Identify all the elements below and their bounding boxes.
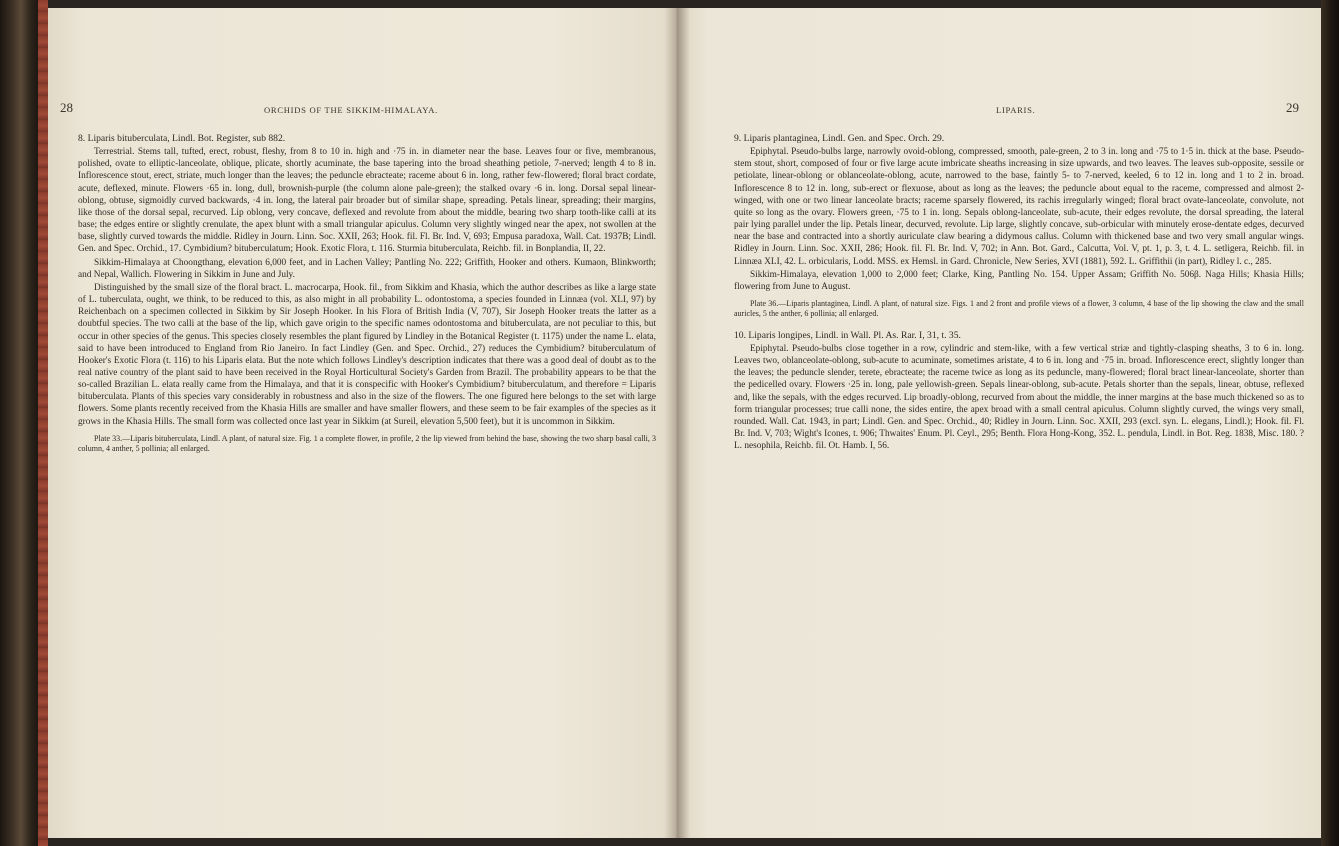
plate-caption-block (734, 299, 1304, 320)
description-paragraph: Terrestrial. Stems tall, tufted, erect, robust, fleshy, from 8 to 10 in. high and ·75 in. in diameter near the base. Leaves four or five, membranous, polished, ovate to elliptic-lanceolate, oblique, plicate, shortly acuminate, the base tapering into the broad sheathing petiole, 7-nerved; length 4 to 8 in. Inflorescence stout, erect, striate, much longer than the leaves; the peduncle ebracteate; raceme about 6 in. long, rather few-flowered; floral bract cordate, acute, deflexed, minute. Flowers ·65 in. long, dull, brownish-purple (the column alone pale-green); the stalked ovary ·6 in. long. Dorsal sepal linear-oblong, obtuse, sigmoidly curved backwards, ·4 in. long, the lateral pair broader but of similar shape, spreading. Petals linear, spreading; their margins, like those of the dorsal sepal, recurved. Lip oblong, very concave, deflexed and revolute from about the middle, bearing two sharp tooth-like calli at its base; the edges entire or slightly crenulate, the apex blunt with a small triangular apiculus. Column very slightly winged near the apex, not swollen at the base, slightly curved towards the middle. Ridley in Journ. Linn. Soc. XXII, 263; Hook. fil. Fl. Br. Ind. V, 693; Empusa paradoxa, Wall. Cat. 1937B; Lindl. Gen. and Spec. Orchid., 17. Cymbidium? bituberculatum; Hook. Exotic Flora, t. 116. Sturmia bituberculata, Reichb. fil. in Bonplandia, II, 22. (78, 147, 656, 255)
distribution-paragraph: Sikkim-Himalaya, elevation 1,000 to 2,000 feet; Clarke, King, Pantling No. 154. Upper Assam; Griffith No. 506β. Naga Hills; Khasia Hills; flowering from June to August. (734, 269, 1304, 292)
description-paragraph: Epiphytal. Pseudo-bulbs large, narrowly ovoid-oblong, compressed, smooth, pale-green, 2 to 3 in. long and ·75 to 1·5 in. thick at the base. Pseudo-stem stout, short, composed of four or five large acute imbricate sheaths increasing in size upwards, and two leaves. The leaves sub-opposite, sessile or petiolate, linear-oblong or oblanceolate-oblong, acute, narrowed to the base, faintly 5- to 7-nerved, keeled, 6 to 12 in. long and 1 to 2 in. broad. Inflorescence 8 to 12 in. long, sub-erect or flexuose, about as long as the leaves; the peduncle about equal to the raceme, compressed and almost 2-winged, with one or two linear lanceolate bracts; raceme sparsely flowered, its rachis irregularly winged; floral bract ovate-lanceolate, convolute, not quite so long as the ovary. Flowers green, ·75 to 1 in. long. Sepals oblong-lanceolate, sub-acute, their edges revolute, the dorsal spreading, the lateral pair lying parallel under the lip. Petals linear, decurved, revolute. Lip large, slightly concave, sub-orbicular with minutely erose-dentate edges, decurved near the base and contracted into a shortly auriculate claw bearing a didymous callus. Column with thickened base and two very small angular wings. Ridley in Journ. Linn. Soc. XXII, 286; Hook. fil. Fl. Br. Ind. V, 702; in Ann. Bot. Gard., Calcutta, Vol. V, pt. 1, p. 3, t. 4. L. setligera, Reichb. fil. in Linnæa XLI, 42. L. orbicularis, Lodd. MSS. ex Hemsl. in Gard. Chronicle, New Series, XVI (1881), 592. L. Griffithii (in part), Ridley l. c., 285. (734, 147, 1304, 267)
plate-caption: Plate 36.—Liparis plantaginea, Lindl. A plant, of natural size. Figs. 1 and 2 front and profile views of a flower, 3 column, 4 base of the lip showing the claw and the small auricles, 5 the anther, 6 pollinia; all enlarged. (734, 299, 1304, 319)
running-head: LIPARIS. (996, 105, 1036, 115)
distribution-paragraph: Sikkim-Himalaya at Choongthang, elevation 6,000 feet, and in Lachen Valley; Pantling No. 222; Griffith, Hooker and others. Kumaon, Blinkworth; and Nepal, Wallich. Flowering in Sikkim in June and July. (78, 257, 656, 280)
species-heading: 10. Liparis longipes, Lindl. in Wall. Pl. As. Rar. I, 31, t. 35. (734, 329, 961, 341)
description-paragraph: Epiphytal. Pseudo-bulbs close together in a row, cylindric and stem-like, with a few vertical striæ and tightly-clasping sheaths, 3 to 6 in. long. Leaves two, oblanceolate-oblong, sub-acute to acuminate, sometimes aristate, 4 to 6 in. long and ·75 in. broad. Inflorescence erect, slightly longer than the leaves; the peduncle slender, terete, ebracteate; the raceme twice as long as its peduncle, many-flowered; floral bract linear-lanceolate, shorter than the pedicelled ovary. Flowers ·25 in. long, pale yellowish-green. Sepals linear-oblong, sub-acute. Petals shorter than the sepals, linear, obtuse, reflexed and, like the sepals, with the edges recurved. Lip broadly-oblong, recurved from about the middle, the inner margins at the base much thickened so as to form triangular processes; true calli none, the sides entire, the apex broad with a small central apiculus. Column slightly curved, the wings very small, rounded. Wall. Cat. 1943, in part; Lindl. Gen. and Spec. Orchid., 40; Ridley in Journ. Linn. Soc. XXII, 293 (excl. syn. L. elegans, Lindl.); Hook. fil. Fl. Br. Ind. V, 703; Wight's Icones, t. 906; Thwaites' Enum. Pl. Ceyl., 295; Benth. Flora Hong-Kong, 352. L. pendula, Lindl. in Bot. Reg. 1838, Misc. 180. ? L. nesophila, Reichb. fil. Ot. Hamb. I, 56. (734, 344, 1304, 452)
book-binding-left (0, 0, 38, 846)
plate-caption-block (78, 434, 656, 455)
running-head: ORCHIDS OF THE SIKKIM-HIMALAYA. (264, 105, 439, 115)
left-page (48, 8, 676, 838)
left-text-column (78, 133, 656, 456)
species-heading: 8. Liparis bituberculata, Lindl. Bot. Register, sub 882. (78, 133, 286, 144)
book-spine-edge (38, 0, 48, 846)
book-gutter-shadow (664, 8, 690, 838)
right-text-column (734, 133, 1304, 453)
page-number: 28 (60, 100, 73, 115)
book-binding-right (1321, 0, 1339, 846)
notes-paragraph: Distinguished by the small size of the floral bract. L. macrocarpa, Hook. fil., from Sikkim and Khasia, which the author describes as like a large state of L. tuberculata, ought, we think, to be reduced to this, as also might in all probability L. odontostoma, a species founded in Linnæa (vol. XLI, 97) by Reichenbach on a specimen collected in Sikkim by Sir Joseph Hooker. In his Flora of British India (V, 707), Sir Joseph Hooker treats the latter as a doubtful species. The two calli at the base of the lip, which gave origin to the specific names odontostoma and bituberculata, are not peculiar to this, but occur in other species of the genus. This species closely resembles the plant figured by Lindley in the Botanical Register (t. 1175) under the name L. elata, said to have been introduced to England from Rio Janeiro. In fact Lindley (Gen. and Spec. Orchid., 27) reduces the Cymbidium? bituberculatum of Hooker's Exotic Flora (t. 116) to his Liparis elata. But the note which follows Lindley's description indicates that there was a good deal of doubt as to the real native country of the plant said to have been received in the Royal Horticultural Society's Garden from Brazil. The probability appears to be that the so-called Brazilian L. elata really came from the Himalaya, and that it is conspecific with Hooker's Cymbidium? bituberculatum, and therefore = Liparis bituberculata. Plants of this species vary considerably in robustness and also in the size of the flowers. The one figured here belongs to the set with large flowers. Some plants recently received from the Khasia Hills are smaller and have smaller flowers, and these seem to be fair examples of the species as it grows in the Khasia Hills. The small form was collected once last year in Sikkim (at Sureil, elevation 5,500 feet), but it is uncommon in Sikkim. (78, 282, 656, 427)
page-number: 29 (1286, 100, 1299, 115)
plate-caption: Plate 33.—Liparis bituberculata, Lindl. A plant, of natural size. Fig. 1 a complete flower, in profile, 2 the lip viewed from behind the base, showing the two sharp basal calli, 3 column, 4 anther, 5 pollinia; all enlarged. (78, 433, 656, 454)
species-heading: 9. Liparis plantaginea, Lindl. Gen. and Spec. Orch. 29. (734, 133, 945, 144)
right-page (676, 8, 1321, 838)
